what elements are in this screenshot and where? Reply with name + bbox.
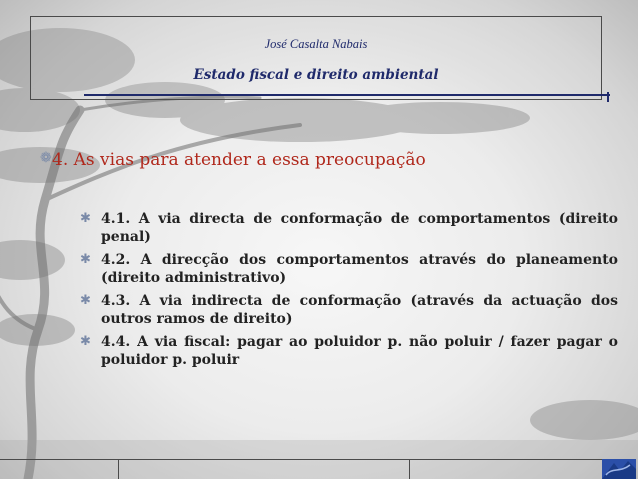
header-box bbox=[30, 16, 602, 100]
header-underline-end bbox=[607, 92, 609, 102]
list-item bbox=[80, 292, 618, 328]
asterisk-bullet-icon: ✱ bbox=[80, 252, 91, 267]
asterisk-bullet-icon: ✱ bbox=[80, 334, 91, 349]
presentation-title: Estado fiscal e direito ambiental bbox=[193, 67, 439, 83]
corner-logo-icon bbox=[600, 455, 638, 479]
footer-rule-right bbox=[410, 459, 602, 460]
main-point-heading: 4. As vias para atender a essa preocupação bbox=[52, 150, 426, 170]
list-item bbox=[80, 333, 618, 369]
sub-point-text: 4.4. A via fiscal: pagar ao poluidor p. não poluir / fazer pagar o poluidor p. poluir bbox=[101, 334, 618, 368]
sub-point-text: 4.2. A direcção dos comportamentos através do planeamento (direito administrativo) bbox=[101, 252, 618, 286]
sub-point-list bbox=[80, 210, 618, 374]
asterisk-bullet-icon: ✱ bbox=[80, 211, 91, 226]
sub-point-text: 4.1. A via directa de conformação de comportamentos (direito penal) bbox=[101, 211, 618, 245]
asterisk-bullet-icon: ✱ bbox=[80, 293, 91, 308]
list-item bbox=[80, 210, 618, 246]
list-item bbox=[80, 251, 618, 287]
sub-point-text: 4.3. A via indirecta de conformação (através da actuação dos outros ramos de direito) bbox=[101, 293, 618, 327]
header-underline bbox=[84, 94, 610, 96]
footer-rule-left bbox=[0, 459, 118, 460]
author-name: José Casalta Nabais bbox=[264, 37, 368, 51]
circle-snowflake-icon: ❁ bbox=[40, 150, 52, 166]
footer-box bbox=[118, 459, 410, 479]
